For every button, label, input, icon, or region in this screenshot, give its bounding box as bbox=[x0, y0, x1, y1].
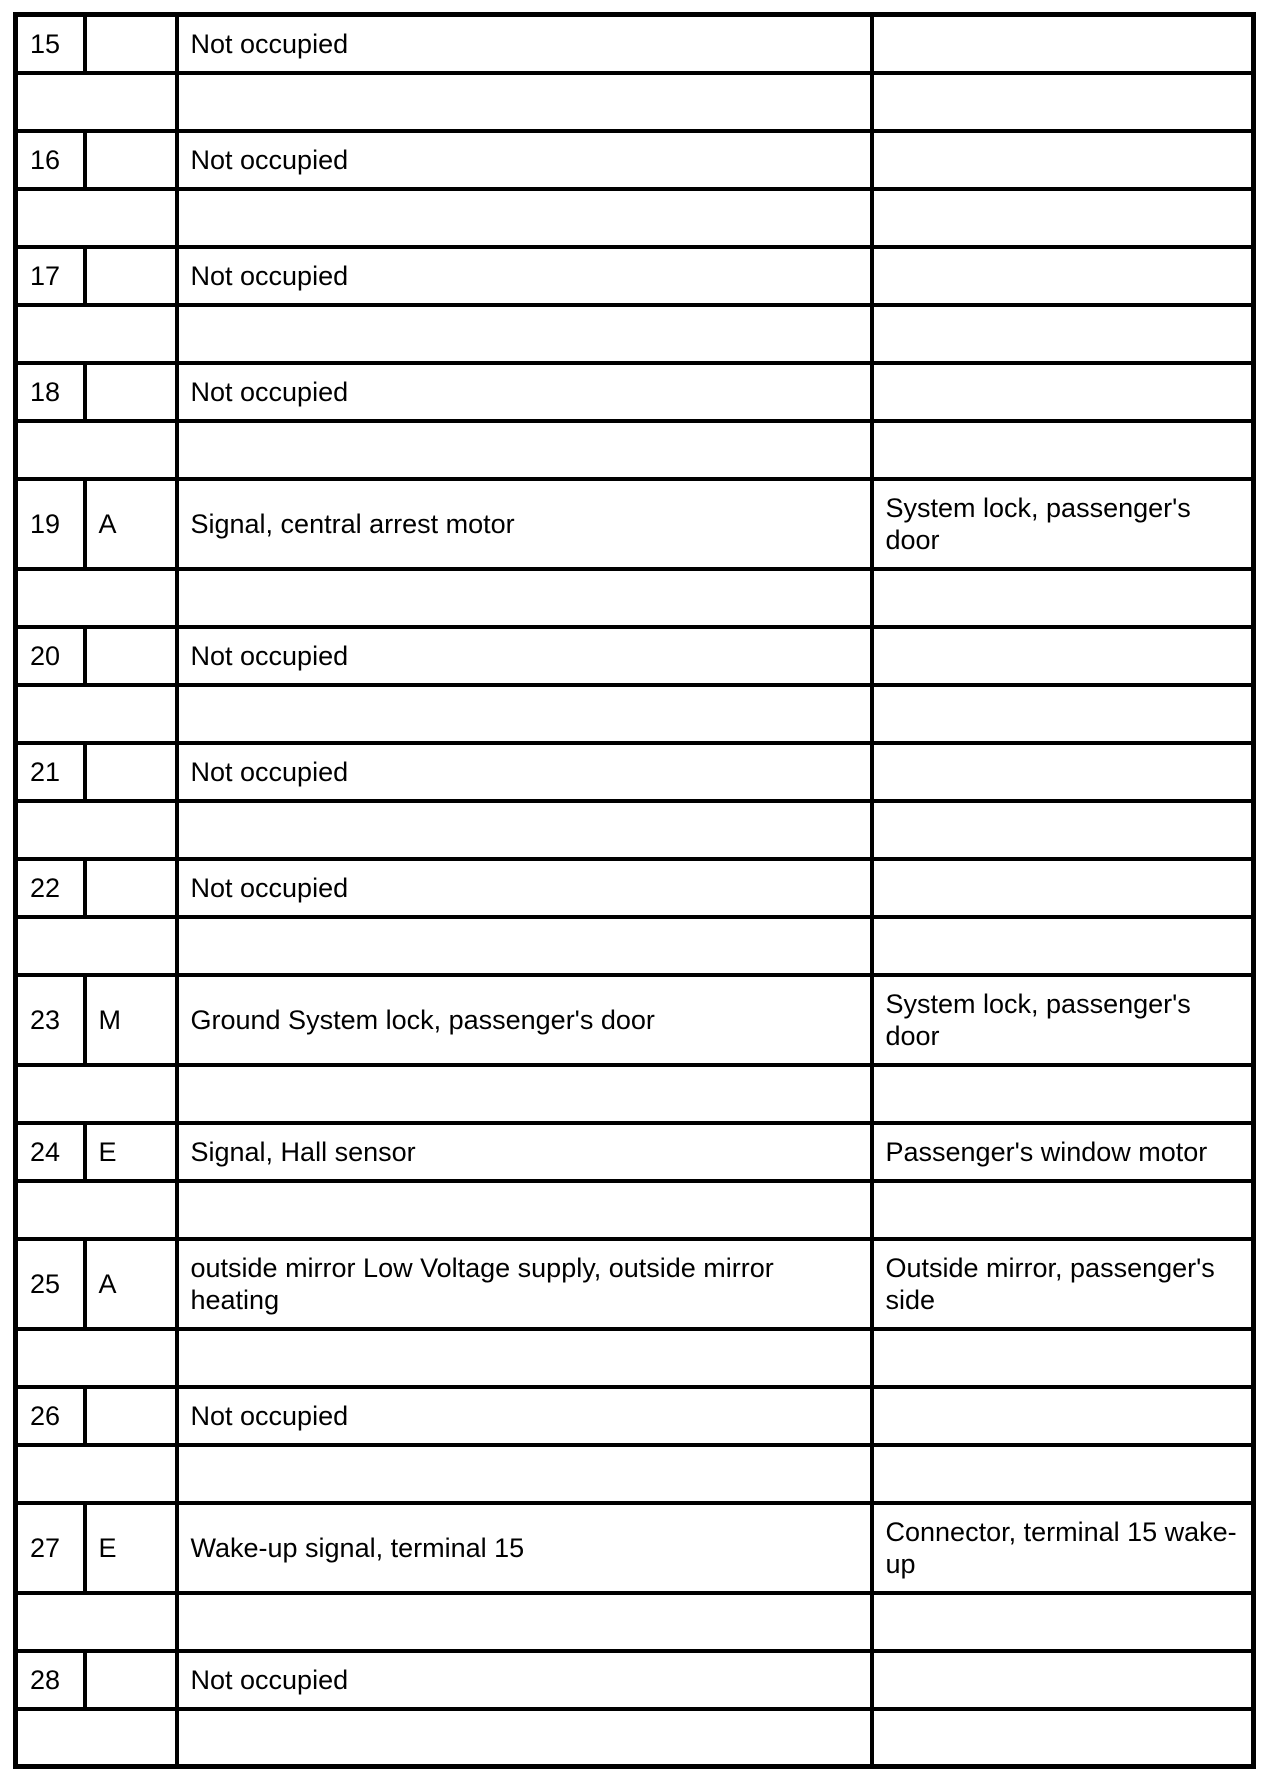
pin-number-cell: 19 bbox=[16, 479, 85, 569]
pin-number-cell: 25 bbox=[16, 1239, 85, 1329]
component-cell bbox=[872, 743, 1254, 801]
signal-type-cell: E bbox=[85, 1503, 177, 1593]
empty-cell bbox=[177, 1445, 872, 1503]
empty-cell bbox=[177, 305, 872, 363]
component-cell: Outside mirror, passenger's side bbox=[872, 1239, 1254, 1329]
function-cell: Not occupied bbox=[177, 1387, 872, 1445]
pin-number-cell: 16 bbox=[16, 131, 85, 189]
table-row bbox=[16, 1651, 1254, 1709]
function-cell: Not occupied bbox=[177, 15, 872, 73]
table-row bbox=[16, 627, 1254, 685]
pin-number-cell: 23 bbox=[16, 975, 85, 1065]
empty-cell bbox=[16, 305, 177, 363]
empty-cell bbox=[16, 73, 177, 131]
empty-cell bbox=[177, 421, 872, 479]
signal-type-cell bbox=[85, 131, 177, 189]
empty-cell bbox=[177, 917, 872, 975]
empty-cell bbox=[177, 1329, 872, 1387]
spacer-row bbox=[16, 1065, 1254, 1123]
component-cell: System lock, passenger's door bbox=[872, 975, 1254, 1065]
empty-cell bbox=[16, 1065, 177, 1123]
signal-type-cell bbox=[85, 743, 177, 801]
pin-number-cell: 26 bbox=[16, 1387, 85, 1445]
table-row bbox=[16, 975, 1254, 1065]
table-row bbox=[16, 363, 1254, 421]
empty-cell bbox=[872, 73, 1254, 131]
table-row bbox=[16, 479, 1254, 569]
function-cell: Not occupied bbox=[177, 363, 872, 421]
pin-number-cell: 17 bbox=[16, 247, 85, 305]
component-cell: Passenger's window motor bbox=[872, 1123, 1254, 1181]
function-cell: Signal, central arrest motor bbox=[177, 479, 872, 569]
table-row bbox=[16, 1387, 1254, 1445]
empty-cell bbox=[177, 1709, 872, 1767]
component-cell bbox=[872, 363, 1254, 421]
signal-type-cell bbox=[85, 247, 177, 305]
function-cell: Not occupied bbox=[177, 1651, 872, 1709]
empty-cell bbox=[177, 685, 872, 743]
pin-table-body bbox=[16, 15, 1254, 1767]
signal-type-cell: A bbox=[85, 479, 177, 569]
empty-cell bbox=[872, 1709, 1254, 1767]
signal-type-cell: A bbox=[85, 1239, 177, 1329]
spacer-row bbox=[16, 801, 1254, 859]
component-cell bbox=[872, 1651, 1254, 1709]
empty-cell bbox=[177, 569, 872, 627]
empty-cell bbox=[872, 801, 1254, 859]
table-row bbox=[16, 15, 1254, 73]
empty-cell bbox=[177, 801, 872, 859]
empty-cell bbox=[16, 917, 177, 975]
pin-number-cell: 27 bbox=[16, 1503, 85, 1593]
component-cell bbox=[872, 627, 1254, 685]
function-cell: outside mirror Low Voltage supply, outside mirror heating bbox=[177, 1239, 872, 1329]
function-cell: Ground System lock, passenger's door bbox=[177, 975, 872, 1065]
pin-number-cell: 21 bbox=[16, 743, 85, 801]
empty-cell bbox=[16, 1181, 177, 1239]
signal-type-cell bbox=[85, 1387, 177, 1445]
function-cell: Not occupied bbox=[177, 627, 872, 685]
function-cell: Not occupied bbox=[177, 859, 872, 917]
spacer-row bbox=[16, 189, 1254, 247]
pin-number-cell: 18 bbox=[16, 363, 85, 421]
pin-number-cell: 24 bbox=[16, 1123, 85, 1181]
signal-type-cell bbox=[85, 1651, 177, 1709]
empty-cell bbox=[16, 1593, 177, 1651]
empty-cell bbox=[872, 305, 1254, 363]
component-cell bbox=[872, 247, 1254, 305]
spacer-row bbox=[16, 685, 1254, 743]
signal-type-cell: M bbox=[85, 975, 177, 1065]
pin-number-cell: 22 bbox=[16, 859, 85, 917]
table-row bbox=[16, 1123, 1254, 1181]
component-cell bbox=[872, 131, 1254, 189]
function-cell: Signal, Hall sensor bbox=[177, 1123, 872, 1181]
component-cell bbox=[872, 859, 1254, 917]
empty-cell bbox=[177, 189, 872, 247]
pin-number-cell: 15 bbox=[16, 15, 85, 73]
spacer-row bbox=[16, 569, 1254, 627]
function-cell: Not occupied bbox=[177, 247, 872, 305]
table-row bbox=[16, 1503, 1254, 1593]
signal-type-cell bbox=[85, 363, 177, 421]
empty-cell bbox=[16, 569, 177, 627]
empty-cell bbox=[16, 801, 177, 859]
table-row bbox=[16, 743, 1254, 801]
empty-cell bbox=[177, 1181, 872, 1239]
table-row bbox=[16, 859, 1254, 917]
pin-number-cell: 28 bbox=[16, 1651, 85, 1709]
spacer-row bbox=[16, 305, 1254, 363]
empty-cell bbox=[872, 1329, 1254, 1387]
empty-cell bbox=[177, 1593, 872, 1651]
function-cell: Wake-up signal, terminal 15 bbox=[177, 1503, 872, 1593]
empty-cell bbox=[872, 1065, 1254, 1123]
spacer-row bbox=[16, 1593, 1254, 1651]
empty-cell bbox=[872, 1181, 1254, 1239]
spacer-row bbox=[16, 1181, 1254, 1239]
table-row bbox=[16, 247, 1254, 305]
spacer-row bbox=[16, 73, 1254, 131]
empty-cell bbox=[16, 1329, 177, 1387]
empty-cell bbox=[872, 1445, 1254, 1503]
empty-cell bbox=[16, 685, 177, 743]
signal-type-cell bbox=[85, 627, 177, 685]
component-cell: System lock, passenger's door bbox=[872, 479, 1254, 569]
empty-cell bbox=[872, 685, 1254, 743]
pin-assignment-table bbox=[13, 12, 1256, 1769]
empty-cell bbox=[16, 1445, 177, 1503]
spacer-row bbox=[16, 917, 1254, 975]
signal-type-cell bbox=[85, 859, 177, 917]
empty-cell bbox=[177, 1065, 872, 1123]
table-row bbox=[16, 1239, 1254, 1329]
empty-cell bbox=[872, 569, 1254, 627]
spacer-row bbox=[16, 1445, 1254, 1503]
empty-cell bbox=[16, 421, 177, 479]
empty-cell bbox=[16, 189, 177, 247]
empty-cell bbox=[872, 421, 1254, 479]
component-cell bbox=[872, 15, 1254, 73]
function-cell: Not occupied bbox=[177, 131, 872, 189]
pin-number-cell: 20 bbox=[16, 627, 85, 685]
function-cell: Not occupied bbox=[177, 743, 872, 801]
empty-cell bbox=[16, 1709, 177, 1767]
spacer-row bbox=[16, 1709, 1254, 1767]
component-cell: Connector, terminal 15 wake-up bbox=[872, 1503, 1254, 1593]
table-row bbox=[16, 131, 1254, 189]
empty-cell bbox=[872, 1593, 1254, 1651]
spacer-row bbox=[16, 421, 1254, 479]
signal-type-cell: E bbox=[85, 1123, 177, 1181]
empty-cell bbox=[872, 189, 1254, 247]
spacer-row bbox=[16, 1329, 1254, 1387]
empty-cell bbox=[177, 73, 872, 131]
component-cell bbox=[872, 1387, 1254, 1445]
signal-type-cell bbox=[85, 15, 177, 73]
empty-cell bbox=[872, 917, 1254, 975]
